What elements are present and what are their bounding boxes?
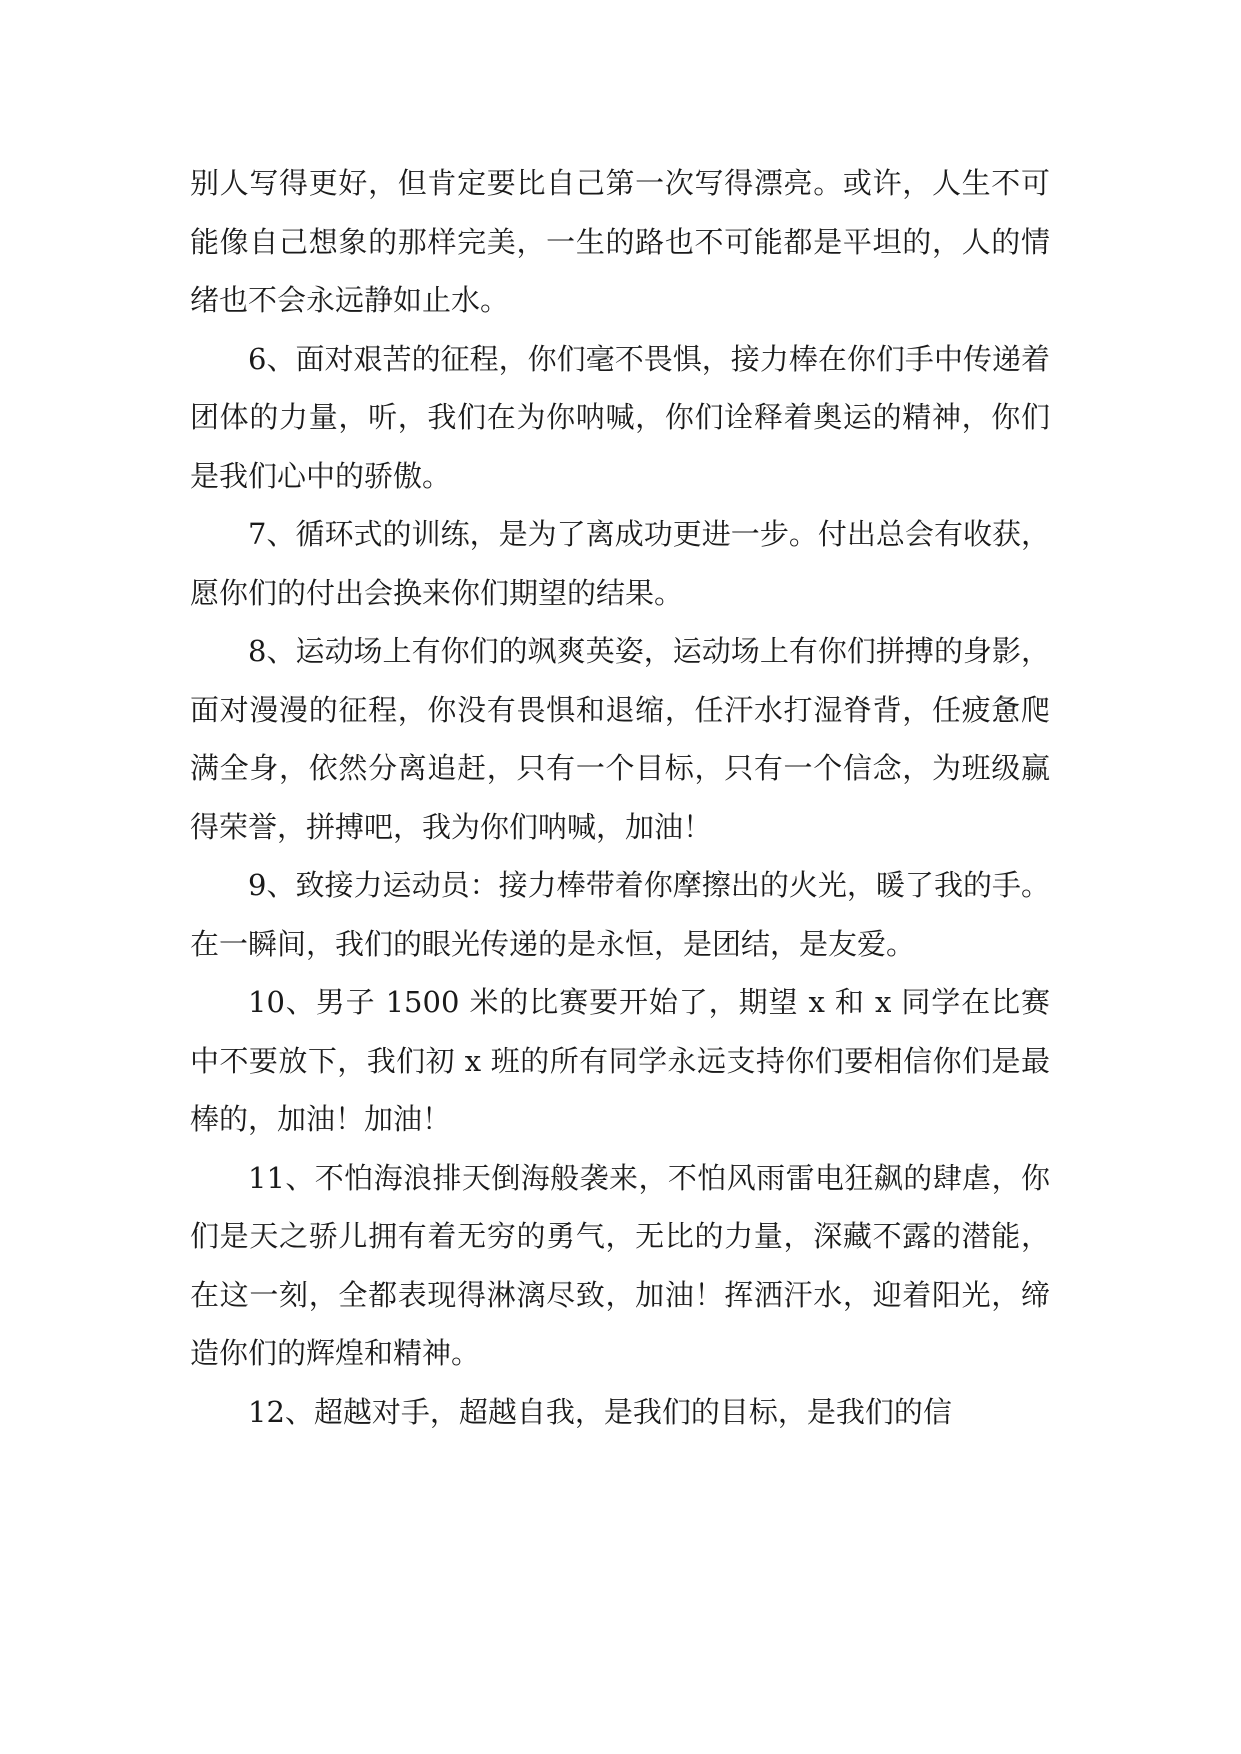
paragraph-item-12: 12、超越对手，超越自我，是我们的目标，是我们的信 <box>248 1394 952 1429</box>
paragraph-item-9: 9、致接力运动员：接力棒带着你摩擦出的火光，暖了我的手。在一瞬间，我们的眼光传递的是永恒，是团结，是友爱。 <box>190 868 1050 961</box>
paragraph-item-6: 6、面对艰苦的征程，你们毫不畏惧，接力棒在你们手中传递着团体的力量，听，我们在为你呐喊，你们诠释着奥运的精神，你们是我们心中的骄傲。 <box>190 341 1050 493</box>
paragraph-continued: 别人写得更好，但肯定要比自己第一次写得漂亮。或许，人生不可能像自己想象的那样完美，一生的路也不可能都是平坦的，人的情绪也不会永远静如止水。 <box>190 166 1050 317</box>
document-page <box>190 154 1050 1441</box>
paragraph-item-11: 11、不怕海浪排天倒海般袭来，不怕风雨雷电狂飙的肆虐，你们是天之骄儿拥有着无穷的勇气，无比的力量，深藏不露的潜能，在这一刻，全都表现得淋漓尽致，加油！挥洒汗水，迎着阳光，缔造你们的辉煌和精神。 <box>190 1160 1050 1370</box>
paragraph-item-10: 10、男子 1500 米的比赛要开始了，期望 x 和 x 同学在比赛中不要放下，我们初 x 班的所有同学永远支持你们要相信你们是最棒的，加油！加油！ <box>190 985 1050 1136</box>
paragraph-item-7: 7、循环式的训练，是为了离成功更进一步。付出总会有收获，愿你们的付出会换来你们期望的结果。 <box>190 517 1050 610</box>
paragraph-item-8: 8、运动场上有你们的飒爽英姿，运动场上有你们拼搏的身影，面对漫漫的征程，你没有畏惧和退缩，任汗水打湿脊背，任疲惫爬满全身，依然分离追赶，只有一个目标，只有一个信念，为班级赢得荣誉，拼搏吧，我为你们呐喊，加油！ <box>190 634 1050 844</box>
